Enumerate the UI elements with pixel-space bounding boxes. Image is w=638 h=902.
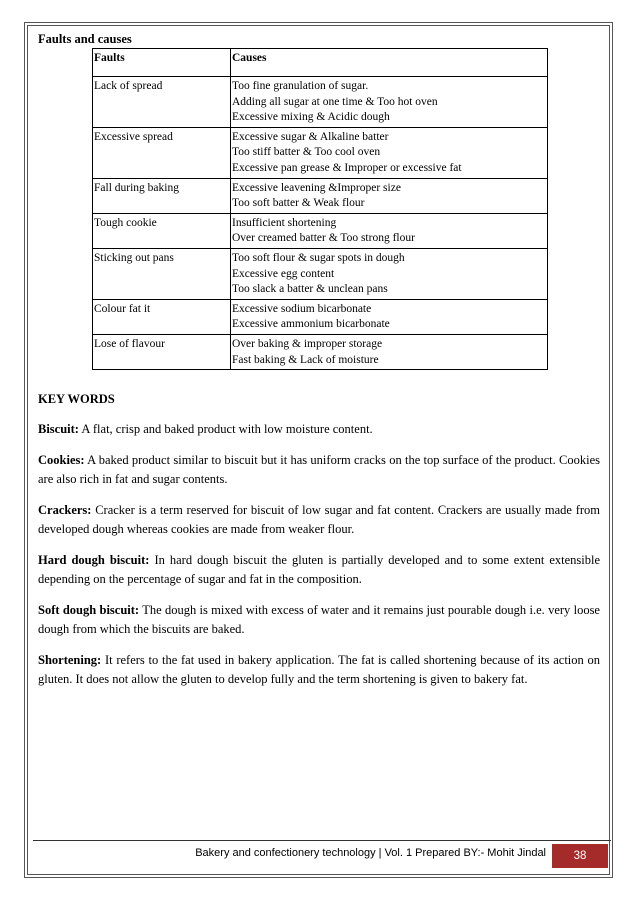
- cause-line: Insufficient shortening: [232, 216, 337, 229]
- table-row: [93, 334, 548, 369]
- keywords-list: [38, 420, 600, 690]
- keyword-definition: It refers to the fat used in bakery application. The fat is called shortening because of its action on gluten. It does not allow the gluten to develop fully and the term shortening is given to bakery fat.: [38, 652, 601, 687]
- header-causes: Causes: [231, 49, 548, 77]
- cause-line: Excessive sugar & Alkaline batter: [232, 130, 389, 143]
- table-row: [93, 213, 548, 248]
- keyword-paragraph: [38, 420, 600, 440]
- causes-cell: [231, 77, 548, 128]
- cause-line: Over baking & improper storage: [232, 337, 383, 350]
- cause-line: Too soft batter & Weak flour: [232, 197, 365, 210]
- fault-cell: Excessive spread: [93, 127, 231, 178]
- fault-cell: Fall during baking: [93, 178, 231, 213]
- cause-line: Over creamed batter & Too strong flour: [232, 232, 415, 245]
- cause-line: Excessive pan grease & Improper or excessive fat: [232, 161, 462, 174]
- keyword-term: Biscuit:: [38, 422, 79, 437]
- page-number: 38: [552, 844, 608, 868]
- keyword-definition: A flat, crisp and baked product with low moisture content.: [81, 422, 373, 437]
- causes-cell: [231, 248, 548, 299]
- keyword-definition: In hard dough biscuit the gluten is partially developed and to some extent extensible depending on the percentage of sugar and fat in the composition.: [38, 552, 601, 587]
- cause-line: Excessive sodium bicarbonate: [232, 302, 372, 315]
- causes-cell: [231, 334, 548, 369]
- causes-cell: [231, 299, 548, 334]
- fault-cell: Tough cookie: [93, 213, 231, 248]
- table-row: [93, 127, 548, 178]
- cause-line: Fast baking & Lack of moisture: [232, 353, 379, 366]
- cause-line: Adding all sugar at one time & Too hot oven: [232, 95, 438, 108]
- keyword-term: Hard dough biscuit:: [38, 552, 150, 567]
- fault-cell: Lack of spread: [93, 77, 231, 128]
- table-row: [93, 178, 548, 213]
- cause-line: Too stiff batter & Too cool oven: [232, 146, 381, 159]
- keyword-paragraph: [38, 651, 600, 690]
- causes-cell: [231, 178, 548, 213]
- keyword-term: Soft dough biscuit:: [38, 602, 140, 617]
- header-faults: Faults: [93, 49, 231, 77]
- keywords-title: KEY WORDS: [38, 392, 115, 407]
- causes-cell: [231, 213, 548, 248]
- cause-line: Excessive egg content: [232, 267, 335, 280]
- cause-line: Too slack a batter & unclean pans: [232, 283, 388, 296]
- fault-cell: Sticking out pans: [93, 248, 231, 299]
- faults-table-body: [93, 77, 548, 370]
- faults-table-header-row: [93, 49, 548, 77]
- table-row: [93, 77, 548, 128]
- cause-line: Too soft flour & sugar spots in dough: [232, 251, 405, 264]
- page-footer: [33, 840, 611, 867]
- page-content: [38, 32, 600, 701]
- table-row: [93, 299, 548, 334]
- faults-table: [92, 48, 548, 370]
- causes-cell: [231, 127, 548, 178]
- table-row: [93, 248, 548, 299]
- faults-section-title: Faults and causes: [38, 32, 132, 46]
- cause-line: Excessive mixing & Acidic dough: [232, 111, 390, 124]
- fault-cell: Colour fat it: [93, 299, 231, 334]
- keyword-definition: Cracker is a term reserved for biscuit of low sugar and fat content. Crackers are usually made from developed dough whereas cookies are made from weaker flour.: [38, 502, 600, 537]
- keyword-paragraph: [38, 601, 600, 640]
- fault-cell: Lose of flavour: [93, 334, 231, 369]
- keyword-definition: A baked product similar to biscuit but it has uniform cracks on the top surface of the product. Cookies are also rich in fat and sugar contents.: [38, 452, 600, 487]
- keyword-definition: The dough is mixed with excess of water and it remains just pourable dough i.e. very loose dough from which the biscuits are baked.: [38, 602, 600, 637]
- cause-line: Excessive ammonium bicarbonate: [232, 318, 390, 331]
- keyword-term: Shortening:: [38, 652, 102, 667]
- keyword-paragraph: [38, 551, 600, 590]
- cause-line: Excessive leavening &Improper size: [232, 181, 401, 194]
- keyword-term: Crackers:: [38, 502, 92, 517]
- keyword-term: Cookies:: [38, 452, 85, 467]
- keyword-paragraph: [38, 501, 600, 540]
- keyword-paragraph: [38, 451, 600, 490]
- cause-line: Too fine granulation of sugar.: [232, 80, 369, 92]
- footer-text: Bakery and confectionery technology | Vol. 1 Prepared BY:- Mohit Jindal: [195, 847, 546, 859]
